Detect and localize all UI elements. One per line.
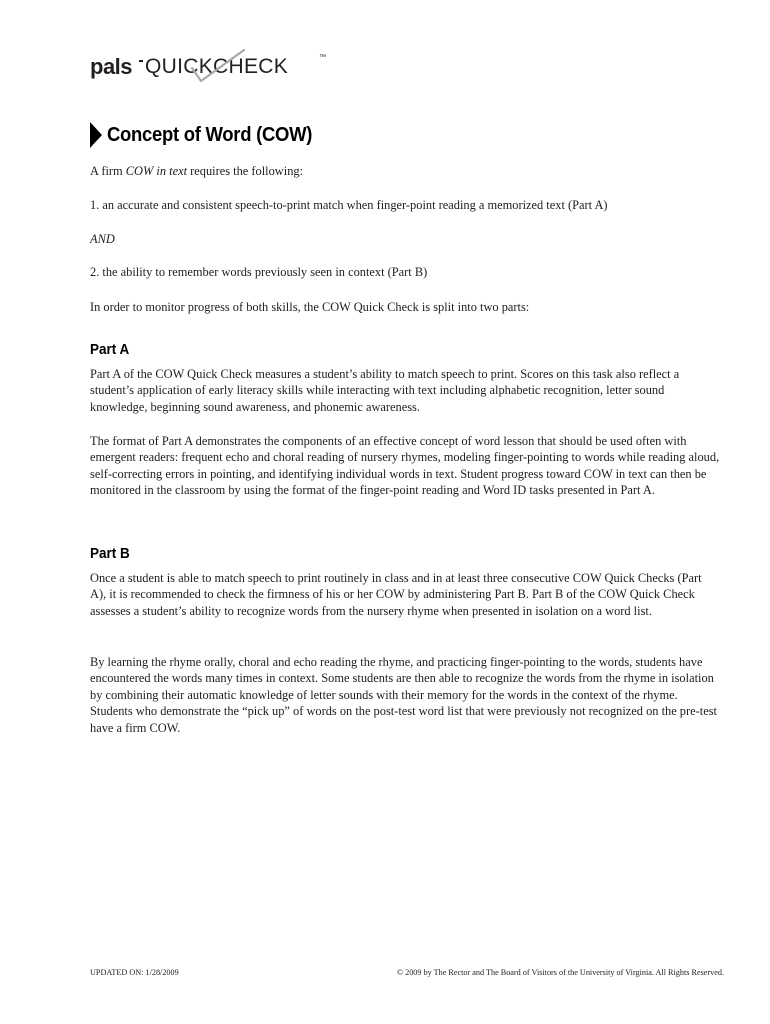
intro-prefix: A firm — [90, 164, 126, 178]
logo-product: QUICKCHECK — [145, 55, 289, 78]
page-title: Concept of Word (COW) — [107, 123, 313, 146]
conjunction-and: AND — [90, 232, 115, 246]
requirement-1: 1. an accurate and consistent speech-to-print match when finger-point reading a memorized text (Part A) — [90, 198, 608, 212]
part-b-heading: Part B — [90, 545, 130, 562]
part-a-heading: Part A — [90, 341, 130, 358]
intro-paragraph — [90, 163, 720, 179]
requirement-conjunction — [90, 231, 720, 247]
checkmark-icon — [188, 48, 248, 84]
updated-date: UPDATED ON: 1/28/2009 — [90, 968, 179, 977]
copyright-notice: © 2009 by The Rector and The Board of Visitors of the University of Virginia. All Rights Reserved. — [396, 968, 724, 977]
requirement-2: 2. the ability to remember words previously seen in context (Part B) — [90, 265, 428, 279]
pals-quickcheck-logo — [90, 48, 330, 88]
trademark-symbol: ™ — [319, 54, 326, 61]
logo-separator — [139, 60, 143, 62]
part-b-paragraph-2: By learning the rhyme orally, choral and echo reading the rhyme, and practicing finger-pointing to the words, students have encountered the words many times in context. Some students are then able to recognize the words from the rhyme in isolation by combining their automatic knowledge of letter sounds with their memory for the words in the context of the rhyme. Students who demonstrate the “pick up” of words on the post-test word list that were previously not recognized on the pre-test have a firm COW. — [90, 655, 717, 735]
intro-emphasis: COW in text — [125, 164, 188, 178]
part-a-paragraph-2: The format of Part A demonstrates the components of an effective concept of word lesson that should be used often with emergent readers: frequent echo and choral reading of nursery rhymes, modeling finger-pointing to words while reading aloud, self-correcting errors in pointing, and identifying individual words in text. Student progress toward COW in text can then be monitored in the classroom by using the format of the finger-point reading and Word ID tasks presented in Part A. — [90, 434, 720, 498]
split-note: In order to monitor progress of both skills, the COW Quick Check is split into two parts: — [90, 300, 530, 314]
logo-brand: pals — [90, 54, 133, 79]
part-b-paragraph-1: Once a student is able to match speech to print routinely in class and in at least three consecutive COW Quick Checks (Part A), it is recommended to check the firmness of his or her COW by administering Part B. Part B of the COW Quick Check assesses a student’s ability to recognize words from the nursery rhyme when presented in isolation on a word list. — [90, 571, 702, 618]
triangle-bullet-icon — [90, 122, 102, 148]
part-a-paragraph-1: Part A of the COW Quick Check measures a student’s ability to match speech to print. Scores on this task also reflect a student’s application of early literacy skills while interacting with text including alphabetic recognition, letter sound knowledge, beginning sound awareness, and phonemic awareness. — [90, 367, 680, 414]
section-title — [90, 120, 335, 150]
intro-suffix: requires the following: — [187, 164, 304, 178]
